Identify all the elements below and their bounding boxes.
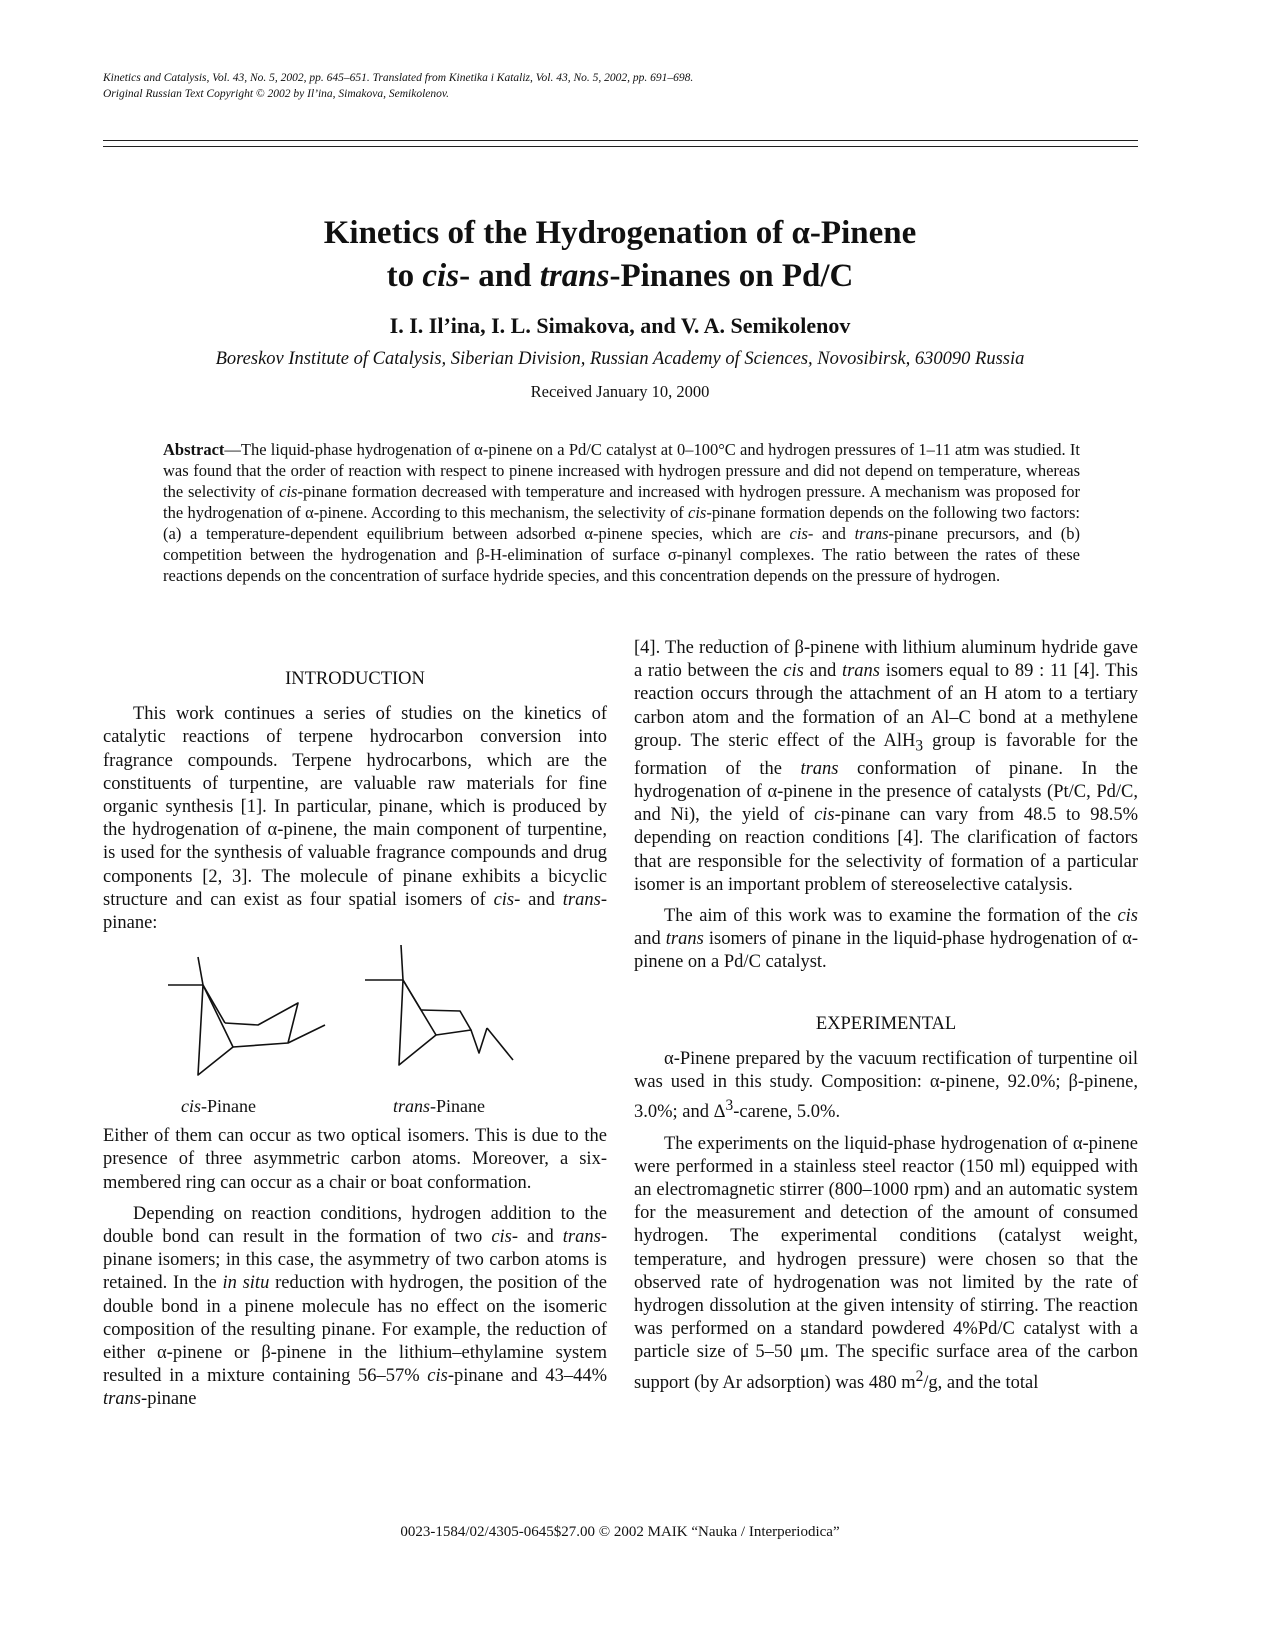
pinane-structures-diagram [103, 945, 607, 1095]
journal-header [103, 70, 1143, 102]
experimental-paragraph-2: The experiments on the liquid-phase hydrogenation of α-pinene were performed in a stainless steel reactor (150 ml) equipped with an electromagnetic stirrer (800–1000 rpm) and an automatic system for the measurement and detection of the amount of consumed hydrogen. The experimental conditions (catalyst weight, temperature, and hydrogen pressure) were chosen so that the observed rate of hydrogenation was not limited by the rate of hydrogen dissolution at the given intensity of stirring. The reaction was performed on a standard powdered 4%Pd/C catalyst with a particle size of 5–50 μm. The specific surface area of the carbon support (by Ar adsorption) was 480 $m^2/g$, and the total [634, 1133, 1138, 1393]
intro-paragraph-3: Depending on reaction conditions, hydrogen addition to the double bond can result in the formation of two cis- and trans-pinane isomers; in this case, the asymmetry of two carbon atoms is retained. In the in situ reduction with hydrogen, the position of the double bond in a pinene molecule has no effect on the isomeric composition of the resulting pinane. For example, the reduction of either α-pinene or β-pinene in the lithium–ethylamine system resulted in a mixture containing 56–57% cis-pinane and 43–44% trans-pinane [103, 1203, 608, 1410]
copyright-footer: 0023-1584/02/4305-0645$27.00 © 2002 MAIK “Nauka / Interperiodica” [400, 1524, 840, 1540]
affiliation: Boreskov Institute of Catalysis, Siberian Division, Russian Academy of Sciences, Novosibirsk, 630090 Russia [215, 349, 1025, 369]
header-line-1: Kinetics and Catalysis, Vol. 43, No. 5, 2002, pp. 645–651. Translated from Kinetika i Kataliz, Vol. 43, No. 5, 2002, pp. 691–698. [103, 72, 694, 84]
right-paragraph-1: [4]. The reduction of β-pinene with lithium aluminum hydride gave a ratio between the cis and trans isomers equal to 89 : 11 [4]. This reaction occurs through the attachment of an H atom to a tertiary carbon atom and the formation of an Al–C bond at a methylene group. The steric effect of the AlH$_3$ group is favorable for the formation of the trans conformation of pinane. In the hydrogenation of α-pinene in the presence of catalysts (Pt/C, Pd/C, and Ni), the yield of cis-pinane can vary from 48.5 to 98.5% depending on reaction conditions [4]. The clarification of factors that are responsible for the selectivity of formation of a particular isomer is an important problem of stereoselective catalysis. [634, 638, 1139, 895]
cis-pinane-caption: cis-Pinane [181, 1096, 256, 1117]
title-line-1: Kinetics of the Hydrogenation of α-Pinene [323, 215, 917, 251]
trans-pinane-structure [365, 945, 513, 1065]
received-date: Received January 10, 2000 [530, 382, 710, 401]
abstract: Abstract—The liquid-phase hydrogenation of α-pinene on a Pd/C catalyst at 0–100°C and hydrogen pressures of 1–11 atm was studied. It was found that the order of reaction with respect to pinene increased with hydrogen pressure and did not depend on temperature, whereas the selectivity of cis-pinane formation decreased with temperature and increased with hydrogen pressure. A mechanism was proposed for the hydrogenation of α-pinene. According to this mechanism, the selectivity of cis-pinane formation depends on the following two factors: (a) a temperature-dependent equilibrium between adsorbed α-pinene species, which are cis- and trans-pinane precursors, and (b) competition between the hydrogenation and β-H-elimination of surface σ-pinanyl complexes. The ratio between the rates of these reactions depends on the concentration of surface hydride species, and this concentration depends on the pressure of hydrogen. [163, 440, 1080, 585]
title-line-2: to cis- and trans-Pinanes on Pd/C [386, 258, 854, 294]
intro-paragraph-1: This work continues a series of studies on the kinetics of catalytic reactions of terpene hydrocarbon conversion into fragrance compounds. Terpene hydrocarbons, which are the constituents of turpentine, are valuable raw materials for fine organic synthesis [1]. In particular, pinane, which is produced by the hydrogenation of α-pinene, the main component of turpentine, is used for the synthesis of valuable fragrance compounds and drug components [2, 3]. The molecule of pinane exhibits a bicyclic structure and can exist as four spatial isomers of cis- and trans-pinane: [103, 704, 607, 934]
abstract-label: Abstract [163, 440, 225, 459]
authors: I. I. Il’ina, I. L. Simakova, and V. A. Semikolenov [389, 313, 851, 338]
left-column [103, 668, 607, 1412]
cis-pinane-structure [168, 957, 325, 1075]
intro-paragraph-2: Either of them can occur as two optical isomers. This is due to the presence of three asymmetric carbon atoms. Moreover, a six-membered ring can occur as a chair or boat conformation. [103, 1126, 607, 1193]
pinane-structures-figure [103, 945, 607, 1125]
header-line-2: Original Russian Text Copyright © 2002 by Il’ina, Simakova, Semikolenov. [103, 88, 450, 100]
right-paragraph-2: The aim of this work was to examine the formation of the cis and trans isomers of pinane in the liquid-phase hydrogenation of α-pinene on a Pd/C catalyst. [634, 905, 1139, 973]
paper-title [100, 212, 1140, 298]
experimental-heading: EXPERIMENTAL [815, 1013, 957, 1034]
header-rule-bottom [103, 146, 1138, 147]
header-rule-top [103, 140, 1138, 141]
right-column [634, 637, 1138, 1395]
experimental-paragraph-1: α-Pinene prepared by the vacuum rectification of turpentine oil was used in this study. Composition: α-pinene, 92.0%; β-pinene, 3.0%; and $\Delta^3$-carene, 5.0%. [634, 1048, 1138, 1123]
trans-pinane-caption: trans-Pinane [393, 1096, 485, 1117]
introduction-heading: INTRODUCTION [285, 669, 425, 689]
